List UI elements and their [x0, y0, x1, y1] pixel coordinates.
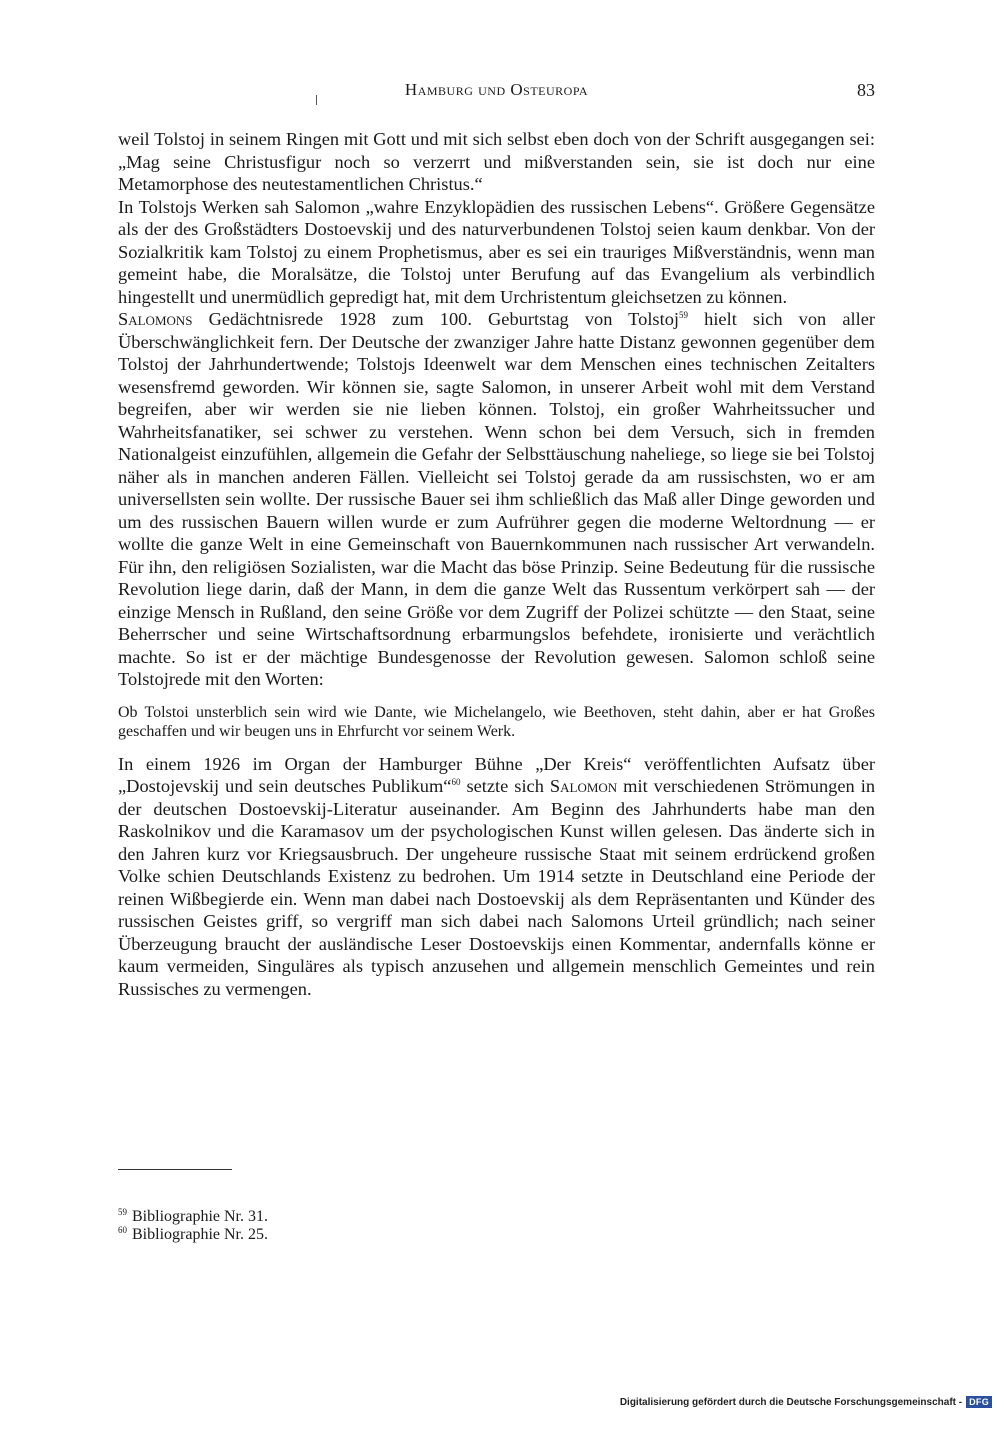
block-quote: Ob Tolstoi unsterblich sein wird wie Dante, wie Michelangelo, wie Beethoven, steht dahin, aber er hat Großes geschaffen und wir beugen uns in Ehrfurcht vor seinem Werk. — [118, 703, 875, 740]
paragraph — [118, 308, 875, 691]
paragraph: In Tolstojs Werken sah Salomon „wahre Enzyklopädien des russischen Lebens“. Größere Gegensätze als der des Großstädters Dostoevskij und des naturverbundenen Tolstoj seien kaum denkbar. Von der Sozialkritik kam Tolstoj zu einem Prophetismus, aber es sei ein trauriges Mißverständnis, wenn man gemeint habe, die Moralsätze, die Tolstoj unter Berufung auf das Evangelium als verbindlich hingestellt und unermüdlich gepredigt hat, mit dem Urchristentum gleichsetzen zu können. — [118, 196, 875, 307]
paragraph — [118, 753, 875, 1001]
footnote-divider — [118, 1169, 232, 1170]
dfg-logo-icon: DFG — [966, 1396, 992, 1408]
footnote-text: Bibliographie Nr. 31. — [132, 1208, 268, 1225]
paragraph-text: hielt sich von aller Überschwänglichkeit fern. Der Deutsche der zwanziger Jahre hatte Distanz gewonnen gegenüber dem Tolstoj der Jahrhundertwende; Tolstojs Ideenwelt war dem Menschen eines technischen Zeitalters wesensfremd geworden. Wir können sie, sagte Salomon, in unserer Arbeit wohl mit dem Verstand begreifen, aber wir werden sie nie lieben können. Tolstoj, ein großer Wahrheitssucher und Wahrheitsfanatiker, sei schwer zu verstehen. Wenn schon bei dem Versuch, sich in fremden Nationalgeist einzufühlen, allgemein die Gefahr der Selbsttäuschung naheliege, so liege sie bei Tolstoj näher als in manchen anderen Fällen. Vielleicht sei Tolstoj gerade da am russischsten, wo er am universellsten sein wollte. Der russische Bauer sei ihm schließlich das Maß aller Dinge geworden und um des russischen Bauern willen wurde er zum Aufrührer gegen die moderne Weltordnung — er wollte die ganze Welt in eine Gemeinschaft von Bauernkommunen nach russischer Art verwandeln. Für ihn, den religiösen Sozialisten, war die Macht das böse Prinzip. Seine Bedeutung für die russische Revolution liege darin, daß der Mann, in dem die ganze Welt das Russentum verkörpert sah — der einzige Mensch in Rußland, den seine Größe vor dem Zugriff der Polizei schützte — den Staat, seine Beherrscher und seine Wirtschaftsordnung erbarmungslos befehdete, ironisierte und verächtlich machte. So ist er der mächtige Bundesgenosse der Revolution gewesen. Salomon schloß seine Tolstojrede mit den Worten: — [118, 309, 875, 689]
paragraph-text: Gedächtnisrede 1928 zum 100. Geburtstag von Tolstoj — [192, 309, 680, 329]
footnote — [118, 1226, 268, 1244]
author-name: Salomons — [118, 309, 193, 329]
author-name: Salomon — [549, 776, 618, 796]
footnote-text: Bibliographie Nr. 25. — [132, 1226, 268, 1243]
footnote-ref[interactable]: 60 — [451, 776, 461, 787]
digitization-credit — [620, 1394, 992, 1410]
footnote-number: 60 — [118, 1224, 127, 1235]
footnote-ref[interactable]: 59 — [679, 309, 689, 320]
credit-text: Digitalisierung gefördert durch die Deutsche Forschungsgemeinschaft - — [619, 1396, 963, 1408]
paragraph-text: In einem 1926 im Organ der Hamburger Bühne „Der Kreis“ veröffentlichten Aufsatz über „Dostojevskij und sein deutsches Publikum“ — [118, 753, 875, 796]
footnotes — [118, 1208, 268, 1244]
paragraph-text: mit verschiedenen Strömungen in der deutschen Dostoevskij-Literatur auseinander. Am Beginn des Jahrhunderts habe man den Raskolnikov und die Karamasov um der psychologischen Kunst willen gelesen. Das änderte sich in den Jahren kurz vor Kriegsausbruch. Der ungeheure russische Staat mit seinem erdrückend großen Volke schien Deutschlands Existenz zu bedrohen. Um 1914 setzte in Deutschland eine Periode der reinen Wißbegierde ein. Wenn man dabei nach Dostoevskij als dem Repräsentanten und Künder des russischen Geistes griff, so vergriff man sich dabei nach Salomons Urteil gründlich; nach seiner Überzeugung braucht der ausländische Leser Dostoevskijs einen Kommentar, andernfalls könne er kaum vermeiden, Singuläres als typisch anzusehen und allgemein menschlich Gemeintes und rein Russisches zu vermengen. — [118, 776, 876, 999]
running-header — [118, 80, 875, 106]
page-number: 83 — [857, 80, 875, 100]
footnote-number: 59 — [118, 1206, 127, 1217]
paragraph-text: setzte sich — [460, 776, 550, 796]
footnote — [118, 1208, 268, 1226]
paragraph: weil Tolstoj in seinem Ringen mit Gott und mit sich selbst eben doch von der Schrift ausgegangen sei: „Mag seine Christusfigur noch so verzerrt und mißverstanden sein, sie ist doch nur eine Metamorphose des neutestamentlichen Christus.“ — [118, 129, 875, 194]
running-title: Hamburg und Osteuropa — [404, 80, 589, 99]
scan-mark — [316, 95, 317, 105]
body-text — [118, 128, 875, 1000]
